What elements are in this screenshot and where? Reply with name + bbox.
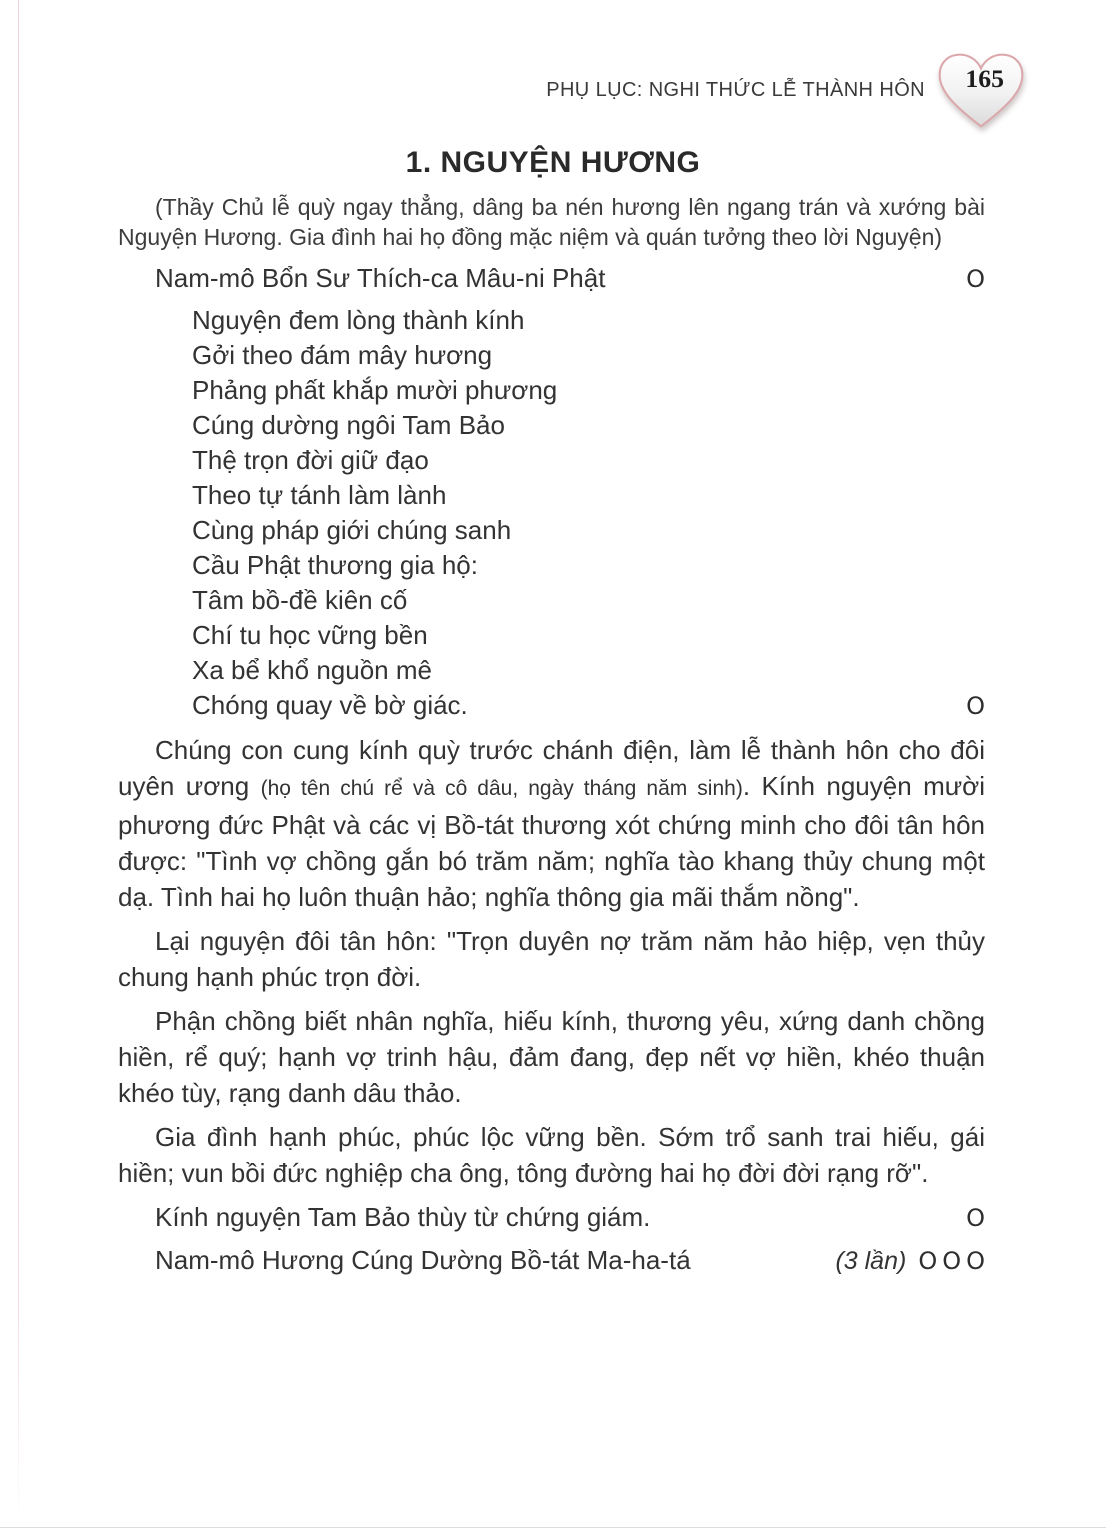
bell-mark: O bbox=[966, 692, 990, 720]
running-head: PHỤ LỤC: NGHI THỨC LỄ THÀNH HÔN bbox=[546, 78, 925, 101]
final-invocation-line bbox=[118, 1242, 990, 1279]
repeat-count-note: (3 lần) bbox=[835, 1247, 907, 1275]
bell-mark: O bbox=[966, 1204, 990, 1232]
verse-line: Nguyện đem lòng thành kính bbox=[192, 305, 525, 335]
page-bottom-line bbox=[0, 1527, 1106, 1528]
verse-line-last bbox=[192, 688, 990, 724]
paragraph-prayer-4: Gia đình hạnh phúc, phúc lộc vững bền. Sớm trổ sanh trai hiếu, gái hiền; vun bồi đức nghiệp cha ông, tông đường hai họ đời đời rạng rỡ". bbox=[118, 1122, 985, 1188]
bell-mark: O bbox=[966, 265, 990, 293]
heart-icon bbox=[935, 51, 1027, 130]
verse-last-text: Chóng quay về bờ giác. bbox=[192, 690, 468, 720]
verse-line: Thệ trọn đời giữ đạo bbox=[192, 445, 429, 475]
paragraph-1-lead: Chúng con cung kính quỳ trước chánh điện, làm lễ thành hôn cho đôi uyên ương bbox=[118, 735, 985, 801]
page-content bbox=[118, 192, 990, 1279]
instruction-note: (Thầy Chủ lễ quỳ ngay thẳng, dâng ba nén hương lên ngang trán và xướng bài Nguyện Hương. Gia đình hai họ đồng mặc niệm và quán tưởng theo lời Nguyện) bbox=[118, 194, 985, 250]
closing-line bbox=[118, 1199, 990, 1236]
verse-line: Cầu Phật thương gia hộ: bbox=[192, 550, 478, 580]
final-invocation-text: Nam-mô Hương Cúng Dường Bồ-tát Ma-ha-tá bbox=[155, 1245, 691, 1275]
paragraph-1-tail: . Kính nguyện mười phương đức Phật và các vị Bồ-tát thương xót chứng minh cho đôi tân hôn được: "Tình vợ chồng gắn bó trăm năm; nghĩa tào khang thủy chung một dạ. Tình hai họ luôn thuận hảo; nghĩa thông gia mãi thắm nồng". bbox=[118, 771, 986, 912]
verse-line: Cùng pháp giới chúng sanh bbox=[192, 515, 512, 545]
page-number: 165 bbox=[965, 63, 1004, 93]
paragraph-prayer-3: Phận chồng biết nhân nghĩa, hiếu kính, thương yêu, xứng danh chồng hiền, rể quý; hạnh vợ trinh hậu, đảm đang, đẹp nết vợ hiền, khéo thuận khéo tùy, rạng danh dâu thảo. bbox=[118, 1006, 985, 1108]
verse-line: Cúng dường ngôi Tam Bảo bbox=[192, 410, 505, 440]
page-edge-line bbox=[18, 0, 19, 1531]
page-header bbox=[0, 0, 1106, 130]
invocation-text: Nam-mô Bổn Sư Thích-ca Mâu-ni Phật bbox=[155, 263, 606, 293]
verse-line: Tâm bồ-đề kiên cố bbox=[192, 585, 408, 615]
final-repeat-group bbox=[835, 1243, 990, 1279]
paragraph-prayer-1 bbox=[118, 732, 985, 915]
verse-line: Chí tu học vững bền bbox=[192, 620, 428, 650]
verse-line: Phảng phất khắp mười phương bbox=[192, 375, 558, 405]
bell-marks-triple: OOO bbox=[918, 1247, 990, 1275]
paragraph-prayer-2: Lại nguyện đôi tân hôn: "Trọn duyên nợ trăm năm hảo hiệp, vẹn thủy chung hạnh phúc trọn đời. bbox=[118, 926, 985, 992]
page-number-heart bbox=[935, 51, 1027, 130]
verse-line: Xa bể khổ nguồn mê bbox=[192, 655, 432, 685]
section-title: 1. NGUYỆN HƯƠNG bbox=[405, 146, 701, 179]
paragraph-1-inline-note: (họ tên chú rể và cô dâu, ngày tháng năm sinh) bbox=[260, 777, 743, 800]
closing-text: Kính nguyện Tam Bảo thùy từ chứng giám. bbox=[155, 1202, 651, 1232]
verse-block bbox=[192, 303, 990, 724]
invocation-line bbox=[118, 260, 990, 297]
verse-line: Gởi theo đám mây hương bbox=[192, 340, 493, 370]
verse-line: Theo tự tánh làm lành bbox=[192, 480, 447, 510]
